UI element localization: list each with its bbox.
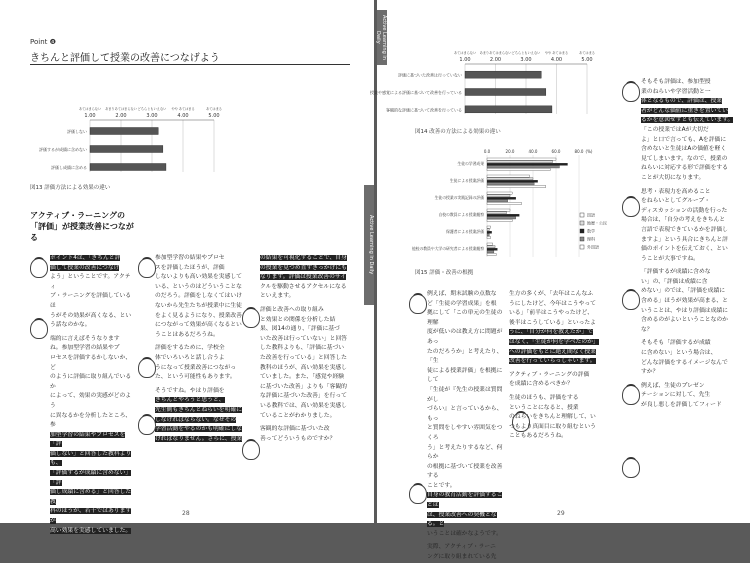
- text-line: 「この授業ではAが大切だ: [641, 126, 709, 133]
- text-column-2: [509, 290, 599, 442]
- text-line: 者がどんな価値に重きを置いてい: [641, 107, 728, 114]
- tick-label: 1.00: [84, 113, 96, 119]
- text-line: ことです。: [427, 482, 456, 489]
- text-line: るかを意図せずとも伝えています。: [641, 117, 734, 124]
- text-line: ねらいに対応する形で評価をする: [641, 165, 728, 172]
- bar: [487, 226, 490, 228]
- text-line: ということになると、授業: [509, 404, 579, 411]
- bar: [487, 219, 512, 221]
- point-label: Point ❹: [30, 38, 56, 46]
- text-line: 加型学習の結果やプロセスを「評: [50, 431, 126, 448]
- text-line: 学習活動をやるのかも明確にしな: [155, 426, 242, 433]
- page-number-left: 28: [182, 510, 190, 517]
- text-line: 先生側もきちんとねらいを明確に: [155, 406, 242, 413]
- tick-label: 3.00: [520, 57, 532, 63]
- legend-label: 地歴・公民: [587, 220, 607, 226]
- text-line: そうですね。やはり評価を: [155, 387, 225, 394]
- text-line: 含めないと生徒はAの価値を軽く: [641, 146, 727, 153]
- tick-label: 80.0: [574, 149, 584, 154]
- row-label: 自校の教員による授業観察: [438, 212, 484, 217]
- bar: [487, 161, 553, 163]
- legend-label: 数学: [587, 228, 595, 234]
- text-line: 参加型学習の結果やプロセ: [155, 255, 225, 261]
- text-line: アクティブ・ラーニングの評価: [509, 371, 590, 378]
- text-line: ていました。また、「感覚や経験: [260, 374, 345, 381]
- bar: [487, 243, 493, 245]
- legend-label: あてはまらない: [453, 51, 477, 55]
- bar: [487, 229, 489, 231]
- speaker-icon: [242, 440, 260, 460]
- text-line: 「評価するが成績に含めな: [641, 269, 711, 276]
- text-line: いる」「前半はこうやったけど、: [509, 310, 594, 317]
- bar: [90, 128, 158, 135]
- text-line: そもそも「評価するが成績: [641, 340, 711, 347]
- legend-label: あまりあてはまらない: [479, 51, 512, 55]
- text-line: といえます。: [260, 293, 295, 300]
- text-line: と質問をしやすい雰囲気をつくろ: [427, 425, 503, 441]
- side-tab-left: Active Learning in Daily: [364, 185, 374, 305]
- chart-14: [370, 40, 610, 120]
- legend-label: あてはまらない: [78, 107, 102, 111]
- bar: [487, 200, 508, 202]
- bar: [487, 253, 496, 255]
- speaker-icon: [622, 82, 640, 102]
- row-label: 評価するが成績に含めない: [39, 147, 87, 152]
- bar: [487, 214, 519, 216]
- row-label: 生徒の学習成果: [457, 161, 484, 166]
- bar: [487, 168, 550, 170]
- text-line: 例えば、生徒のプレゼン: [641, 382, 705, 389]
- tick-label: 4.00: [177, 113, 189, 119]
- text-line: によって、効果の実感がどのよう: [50, 393, 132, 409]
- text-line: うに、「自分が何を教えたか」で: [509, 329, 594, 336]
- speaker-icon: [30, 258, 48, 278]
- text-column-3: [260, 254, 352, 444]
- speaker-icon: [622, 385, 640, 405]
- text-line: な？: [641, 326, 653, 333]
- text-line: う話なのかな。: [50, 322, 91, 329]
- bar: [487, 163, 568, 165]
- text-line: 体となるもので、評価は、授業: [641, 98, 723, 105]
- text-line: した教科よりも、「評価に基づい: [260, 345, 345, 352]
- section-title-line-1: アクティブ・ラーニングの: [30, 211, 125, 220]
- text-line: た、という可能性もあります。: [155, 374, 236, 381]
- left-page: [0, 0, 374, 534]
- bar: [487, 180, 538, 182]
- text-line: そもそも評価は、参加型授: [641, 79, 711, 85]
- text-line: いる、というのはどういうことな: [155, 283, 242, 290]
- chart-15: [395, 145, 610, 265]
- row-label: 評価に基づいた改善は行っていない: [398, 72, 462, 78]
- speaker-icon: [622, 197, 640, 217]
- bar: [487, 231, 492, 233]
- bar: [487, 158, 556, 160]
- text-line: ディスカッションの活動を行った: [641, 207, 728, 214]
- bar: [487, 195, 510, 197]
- tick-label: 5.00: [208, 113, 220, 119]
- text-line: 例えば、期末試験の点数な: [427, 291, 497, 297]
- text-line: 見てしまいます。なので、授業の: [641, 155, 728, 162]
- tick-label: 4.00: [550, 57, 563, 63]
- text-line: 「評価するが成績に含めない」「評: [50, 470, 132, 486]
- text-line: な評価に基づいた改善」を行って: [260, 393, 347, 400]
- text-line: 度が低いのは教え方に問題があっ: [427, 329, 503, 345]
- legend-swatch: [580, 245, 584, 249]
- bar: [487, 202, 522, 204]
- text-line: を成績に含めるべきか？: [509, 381, 573, 388]
- text-line: 含める」ほうが効果が高まる、と: [641, 298, 728, 305]
- text-line: 価して授業の改善につなげ: [50, 264, 120, 271]
- speaker-icon: [30, 319, 48, 339]
- bar: [487, 197, 516, 199]
- text-line: 教科のほうが、高い効果を実感し: [260, 364, 347, 371]
- legend-label: あてはまる: [206, 107, 222, 111]
- text-line: のだろう。評価をしなくてはいけ: [155, 293, 242, 300]
- text-line: の根拠に基づいて授業を改善する: [427, 463, 503, 480]
- text-line: 評価をするために、学校全: [155, 345, 225, 352]
- text-line: 実際、アクティブ・ラーニ: [427, 544, 496, 551]
- bar: [90, 164, 166, 171]
- text-line: ないから先生たちが授業中に生徒: [155, 302, 242, 309]
- speaker-icon: [138, 358, 156, 378]
- legend-swatch: [580, 221, 584, 225]
- row-label: 保護者による授業評価: [446, 229, 484, 234]
- text-line: つもより真面目に取り組むという: [509, 423, 596, 430]
- speaker-icon: [622, 458, 640, 478]
- legend-label: 国語: [587, 212, 595, 218]
- text-line: よ」と口で言っても、Aを評価に: [641, 136, 727, 143]
- bar: [487, 246, 495, 248]
- text-line: 改善を行っていらっしゃいます。: [509, 358, 596, 365]
- text-line: うになって授業改善につながっ: [155, 364, 237, 371]
- text-line: 価しない」と回答した教科よりも、: [50, 450, 132, 467]
- text-line: ングに取り組まれている先: [427, 554, 497, 561]
- speaker-icon: [242, 308, 260, 328]
- text-line: 含めるのがよいということなのか: [641, 317, 728, 324]
- row-label: 授業や感覚による評価に基づいて改善を行っている: [370, 90, 462, 95]
- bar: [465, 89, 546, 96]
- bar: [487, 183, 534, 185]
- legend-label: 外国語: [587, 244, 599, 250]
- legend-swatch: [580, 213, 584, 217]
- tick-label: 20.0: [505, 149, 515, 154]
- text-line: と効果との関係を分析した結: [260, 316, 336, 323]
- text-line: に含めない」という場合は、: [641, 350, 717, 357]
- text-line: い」の、「評価は成績に含: [641, 278, 708, 285]
- text-line: すか？: [641, 369, 659, 376]
- text-line: クルを駆動させるアクセルになる: [260, 283, 347, 290]
- chart-13-caption: 図13 評価方法による効果の違い: [30, 185, 111, 191]
- section-title-line-2: 「評価」が授業改善につなが: [30, 222, 134, 231]
- text-line: 業のねらいや学習活動と一: [641, 88, 711, 95]
- text-line: 高い効果を実感していました。: [50, 527, 132, 534]
- text-line: 思考・表現力を高めること: [641, 188, 711, 195]
- legend-label: どちらともいえない: [511, 51, 541, 55]
- text-line: のねらいをきちんと理解して、い: [509, 414, 596, 421]
- text-line: よう」ということです。アクティ: [50, 274, 131, 290]
- bar: [487, 175, 530, 177]
- text-line: をねらいとしてグループ・: [641, 198, 711, 205]
- tick-label: 5.00: [581, 57, 593, 63]
- text-line: いる教科では、高い効果を実感し: [260, 402, 347, 409]
- text-line: 生徒のほうも、評価をする: [509, 394, 579, 401]
- speaker-icon: [409, 294, 427, 314]
- bar: [487, 209, 510, 211]
- text-line: 場合は、「自分の考えをきちんと: [641, 217, 726, 224]
- text-line: ければなりません。さらに、授業: [155, 435, 243, 442]
- speaker-icon: [409, 484, 427, 504]
- chart-15-caption: 図15 評価・改善の根拠: [415, 270, 474, 276]
- bar: [487, 251, 494, 253]
- legend-label: やや あてはまる: [544, 51, 569, 55]
- bar: [487, 234, 489, 236]
- bar: [487, 178, 533, 180]
- bar: [487, 185, 546, 187]
- legend-label: あてはまる: [579, 51, 595, 55]
- text-line: た改善を行っている」と回答した: [260, 354, 347, 361]
- text-line: ポイント4は、「きちんと評: [50, 255, 121, 261]
- text-line: 「生徒が『先生の授業は質問がし: [427, 386, 503, 403]
- text-line: 価し成績に含める」と回答した教: [50, 489, 132, 505]
- tick-label: 0.0: [483, 149, 491, 154]
- text-line: 善ってどういうものですか？: [260, 435, 336, 442]
- text-line: ことが大切になります。: [641, 174, 705, 181]
- text-line: 拠にして「この単元の生徒の理解: [427, 310, 503, 326]
- text-line: をよく見るようになり、授業改善: [155, 312, 242, 319]
- bar: [465, 106, 552, 113]
- row-label: 評価しない: [67, 129, 87, 134]
- text-line: 科のほうが、若干ではありますが: [50, 508, 132, 525]
- text-line: ブ・ラーニングを評価しているほ: [50, 293, 132, 309]
- text-line: いた改善は行っていない」と回答: [260, 335, 347, 342]
- text-line: づらい』と言っているから、もっ: [427, 406, 503, 422]
- legend-swatch: [580, 237, 584, 241]
- bar: [465, 71, 541, 78]
- text-line: どんな評価をするイメージなんで: [641, 359, 728, 366]
- speaker-icon: [138, 415, 156, 435]
- title-rule: [30, 64, 350, 65]
- text-line: ど「生徒の学習成果」を根: [427, 300, 497, 307]
- text-line: はなく、「生徒が何を学べたのか」: [509, 338, 599, 345]
- row-label: 評価し成績に含める: [51, 165, 87, 170]
- text-line: 評価と改善への取り組み: [260, 306, 324, 313]
- text-line: に異なるかを分析したところ、参: [50, 412, 132, 429]
- text-line: いうことは、やはり評価は成績に: [641, 307, 728, 314]
- text-line: 価のポイントを伝えておく、とい: [641, 246, 728, 253]
- text-line: うがその効果が高くなる、とい: [50, 312, 132, 319]
- bar: [487, 248, 497, 250]
- text-line: につながって効果が高くなるとい: [155, 322, 242, 329]
- text-column-3: [641, 78, 741, 411]
- text-line: きちんとやろうと思うと、: [155, 397, 225, 404]
- page-title: きちんと評価して授業の改善につなげよう: [30, 53, 220, 64]
- text-line: ていることがわかりました。: [260, 412, 336, 419]
- bar: [487, 166, 559, 168]
- text-line: こともあるだろうね。: [509, 433, 567, 440]
- speaker-icon: [622, 290, 640, 310]
- text-line: うことはあるだろうね。: [155, 331, 219, 338]
- text-line: なります。評価は授業改善のサイ: [260, 274, 347, 281]
- bar: [487, 217, 516, 219]
- text-line: う」と考えたりするなど、何らか: [427, 444, 503, 461]
- text-line: しなければならない。なぜその: [155, 416, 237, 423]
- bar: [487, 212, 507, 214]
- text-line: 徒による授業評価」を根拠にして: [427, 367, 503, 384]
- legend-label: どちらともいえない: [137, 107, 167, 111]
- text-line: 果、図14の通り、「評価に基づ: [260, 326, 340, 333]
- text-line: うことが大事ですね。: [641, 255, 699, 262]
- text-line: ますよ」という具合にきちんと評: [641, 236, 728, 243]
- chart-13: [28, 96, 228, 176]
- speaker-icon: [138, 258, 156, 278]
- text-line: への評価をもとに絶え間なく授業: [509, 348, 596, 355]
- side-tab-right: Active Learning in Daily: [377, 10, 387, 65]
- chart-14-caption: 図14 改善の方法による効果の違い: [415, 129, 501, 135]
- row-label: 他校の教員や大学の研究者による授業観察: [411, 246, 484, 251]
- tick-label: (%): [585, 149, 593, 154]
- text-line: 体でいろいろと話し合うよ: [155, 354, 225, 361]
- text-line: 自身の教育活動を評価することは: [427, 492, 503, 509]
- legend-label: やや あてはまる: [171, 107, 195, 111]
- legend-label: あまりあてはまらない: [105, 107, 137, 111]
- text-line: しないよりも高い効果を実感して: [155, 274, 242, 281]
- text-line: のように評価に取り組んでいるか: [50, 374, 132, 390]
- text-line: めない」のでは、「評価を成績に: [641, 288, 726, 295]
- legend-label: 理科: [587, 236, 595, 242]
- tick-label: 2.00: [115, 113, 127, 119]
- text-line: 端的に言えばそうなります: [50, 335, 120, 342]
- text-line: 後半はこうしている」といったよ: [509, 319, 596, 326]
- tick-label: 40.0: [528, 149, 538, 154]
- text-column-1: [50, 254, 132, 536]
- text-line: たのだろうか」と考えたり、「生: [427, 348, 503, 365]
- text-line: うにしたけど、今年はこうやって: [509, 300, 596, 307]
- row-label: 客観的な評価に基づいて改善を行っている: [386, 107, 462, 113]
- tick-label: 60.0: [551, 149, 561, 154]
- tick-label: 1.00: [459, 57, 471, 63]
- text-column-1: [427, 290, 505, 563]
- text-line: いうことは確かなようです。: [427, 530, 502, 537]
- text-line: の授業を見つめ直すきっかけにも: [260, 264, 347, 271]
- tick-label: 2.00: [489, 57, 502, 63]
- text-line: は、授業改善への契機となる。と: [427, 511, 497, 528]
- text-line: が良し悪しを評価してフィード: [641, 402, 722, 408]
- text-line: ロセスを評価するかしないか、ど: [50, 354, 132, 371]
- page-number-right: 29: [557, 510, 565, 517]
- bar: [487, 236, 490, 238]
- text-line: テーションに対して、先生: [641, 392, 711, 399]
- text-line: 客観的な評価に基づいた改: [260, 426, 330, 433]
- text-line: スを評価したほうが、評価: [155, 264, 225, 271]
- text-line: 生方の多くが、「去年はこんなふ: [509, 291, 594, 297]
- tick-label: 3.00: [146, 113, 158, 119]
- bar: [90, 146, 163, 153]
- legend-swatch: [580, 229, 584, 233]
- text-line: の結果を可視化することで、自身: [260, 255, 347, 261]
- text-line: 言語で表現できているかを評価し: [641, 226, 728, 233]
- row-label: 生徒の授業の実践記録の評価: [434, 195, 484, 200]
- text-column-2: [155, 254, 243, 444]
- text-line: に基づいた改善」よりも「客観的: [260, 383, 347, 390]
- section-title-line-3: る: [30, 233, 38, 242]
- right-page: [370, 0, 750, 561]
- bar: [487, 192, 512, 194]
- row-label: 生徒による授業評価: [449, 178, 484, 183]
- text-line: ね。参加型学習の結果やプ: [50, 345, 120, 352]
